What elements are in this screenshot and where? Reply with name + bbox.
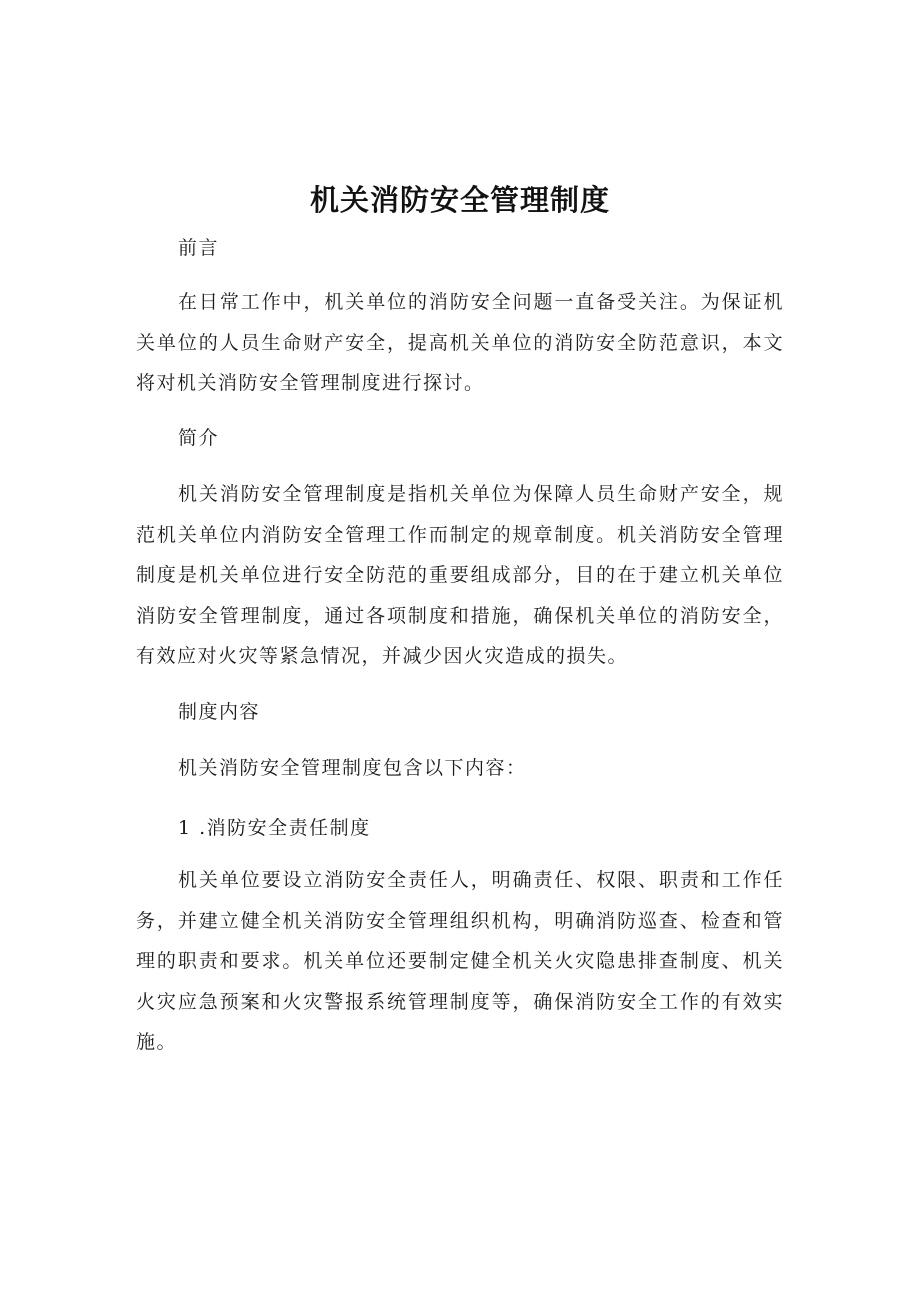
preface-paragraph: 在日常工作中，机关单位的消防安全问题一直备受关注。为保证机关单位的人员生命财产安全，提高机关单位的消防安全防范意识，本文将对机关消防安全管理制度进行探讨。 bbox=[136, 291, 784, 394]
document-title: 机关消防安全管理制度 bbox=[309, 183, 610, 217]
preface-heading: 前言 bbox=[178, 237, 220, 259]
content-lead-text: 机关消防安全管理制度包含以下内容： bbox=[178, 757, 527, 779]
item1-paragraph: 机关单位要设立消防安全责任人，明确责任、权限、职责和工作任务，并建立健全机关消防安全管理组织机构，明确消防巡查、检查和管理的职责和要求。机关单位还要制定健全机关火灾隐患排查制度、机关火灾应急预案和火灾警报系统管理制度等，确保消防安全工作的有效实施。 bbox=[136, 869, 784, 1053]
content-heading: 制度内容 bbox=[178, 701, 261, 723]
intro-heading: 简介 bbox=[178, 427, 220, 449]
intro-paragraph: 机关消防安全管理制度是指机关单位为保障人员生命财产安全，规范机关单位内消防安全管理工作而制定的规章制度。机关消防安全管理制度是机关单位进行安全防范的重要组成部分，目的在于建立机关单位消防安全管理制度，通过各项制度和措施，确保机关单位的消防安全，有效应对火灾等紧急情况，并减少因火灾造成的损失。 bbox=[136, 483, 784, 667]
item1-heading: 1 .消防安全责任制度 bbox=[178, 817, 371, 839]
